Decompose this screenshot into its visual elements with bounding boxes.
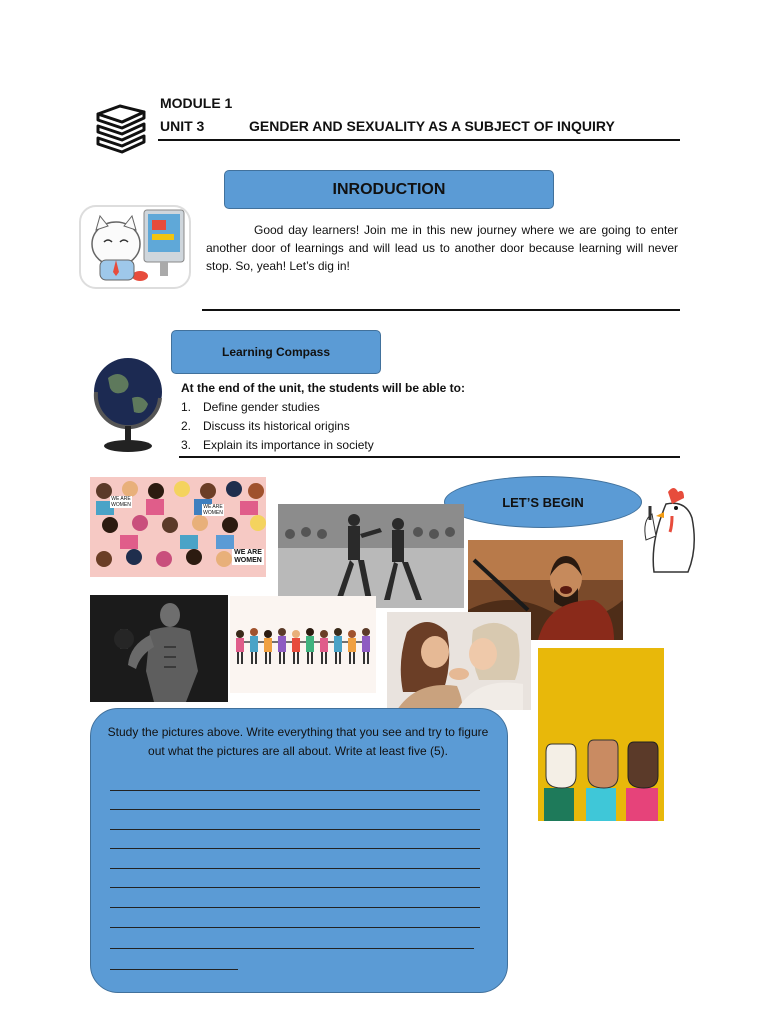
answer-line[interactable]: [110, 969, 238, 970]
learning-compass-heading-box: [171, 330, 381, 374]
answer-line[interactable]: [110, 948, 474, 949]
learning-compass-heading: Learning Compass: [221, 345, 331, 359]
boxing-match-picture: [278, 504, 464, 608]
compass-divider: [179, 456, 680, 458]
poster-caption-large: WE ARE WOMEN: [232, 549, 264, 565]
answer-line[interactable]: [110, 907, 480, 908]
cat-computer-illustration: [78, 200, 193, 290]
objectives-list: [181, 398, 374, 455]
list-item: 2. Discuss its historical origins: [181, 419, 350, 433]
poster-caption-small-2: WE ARE WOMEN: [203, 504, 223, 516]
intro-divider: [202, 309, 680, 311]
introduction-text: Good day learners! Join me in this new journey where we are going to enter another door of learnings and will lead us to another door because learning will never stop. So, yeah! Let’s dig in!: [206, 223, 678, 273]
unit-label: UNIT 3: [160, 118, 205, 134]
women-poster-picture: [90, 477, 266, 577]
answer-line[interactable]: [110, 790, 480, 791]
raised-fists-poster-picture: [538, 648, 664, 821]
poster-caption-small-1: WE ARE WOMEN: [111, 496, 131, 508]
introduction-heading-box: [224, 170, 554, 209]
lets-begin-bubble: [444, 476, 642, 528]
header-divider: [158, 139, 680, 141]
answer-line[interactable]: [110, 927, 480, 928]
answer-line[interactable]: [110, 887, 480, 888]
bodybuilder-picture: [90, 595, 228, 702]
women-comforting-picture: [387, 612, 531, 710]
answer-line[interactable]: [110, 809, 480, 810]
module-label: MODULE 1: [160, 95, 233, 111]
answer-line[interactable]: [110, 868, 480, 869]
list-item: 1. Define gender studies: [181, 400, 320, 414]
introduction-heading: INRODUCTION: [332, 180, 446, 198]
answer-line[interactable]: [110, 829, 480, 830]
list-item: 3. Explain its importance in society: [181, 438, 374, 452]
unit-title: GENDER AND SEXUALITY AS A SUBJECT OF INQUIRY: [249, 118, 615, 134]
lets-begin-heading: LET’S BEGIN: [502, 494, 584, 510]
globe-icon: [92, 352, 166, 454]
answer-line[interactable]: [110, 848, 480, 849]
objectives-intro: At the end of the unit, the students will be able to:: [181, 381, 465, 395]
books-icon: [92, 100, 148, 156]
people-holding-hands-picture: [230, 596, 376, 693]
rooster-illustration: [636, 484, 698, 576]
activity-instructions: Study the pictures above. Write everything that you see and try to figure out what the pictures are all about. Write at least five (5).: [107, 725, 489, 758]
